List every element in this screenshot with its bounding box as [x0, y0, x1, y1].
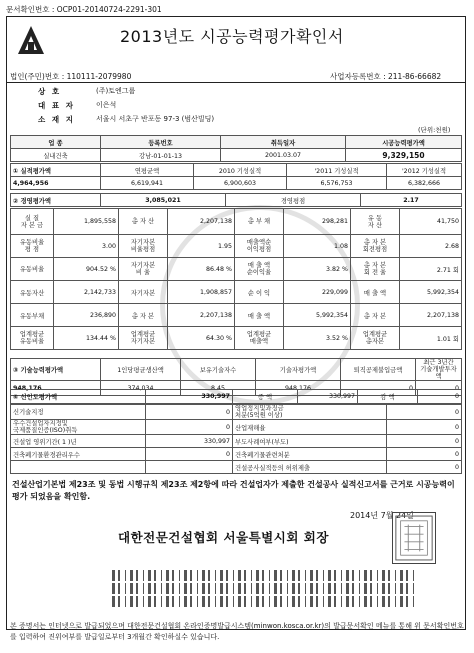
management-value: 3,085,021	[101, 194, 226, 207]
cred-label: 건설업 영위기간( 1 )년	[11, 435, 146, 448]
cell-value: 904.52 %	[54, 258, 119, 281]
cell-label: 업계평균 매출액	[235, 327, 284, 350]
credibility-title: ④ 신인도평가액	[11, 390, 146, 404]
cell-value: 3.52 %	[284, 327, 351, 350]
cred-label: 산업재해율	[233, 420, 387, 435]
cell-value: 1.01 회	[400, 327, 462, 350]
business-registration-number: 사업자등록번호 : 211-86-66682	[330, 72, 442, 81]
plus-value: 330,997	[298, 390, 358, 404]
business-table	[10, 135, 462, 162]
cell-label: 총 자 본	[351, 304, 400, 327]
header-acquired-date: 취득일자	[221, 136, 346, 149]
cell-label: 업계평균 자기자본	[119, 327, 168, 350]
header-industry: 업 종	[11, 136, 101, 149]
acquired-date-value: 2001.03.07	[221, 149, 346, 162]
cell-value: 1,895,558	[54, 209, 119, 235]
verification-barcode-icon	[112, 570, 422, 610]
address-value: 서울시 서초구 반포동 97-3 (범산빌딩)	[96, 115, 215, 123]
industry-value: 실내건축	[11, 149, 101, 162]
official-stamp-icon	[392, 512, 436, 564]
cred-label: 건축폐기물관련처분	[233, 448, 387, 461]
technical-amount: 374,034	[101, 381, 181, 396]
technical-title: ③ 기술능력평가액	[11, 359, 101, 381]
credibility-value: 330,997	[146, 390, 233, 404]
cell-label: 실 질 자 본 금	[11, 209, 54, 235]
management-rating: 2.17	[361, 194, 462, 207]
cell-label: 유 동 자 산	[351, 209, 400, 235]
certificate-title: 2013년도 시공능력평가확인서	[120, 27, 344, 46]
issue-date: 2014년 7월 24일	[350, 511, 414, 520]
technical-amount: 0	[416, 381, 462, 396]
technical-label: 최근 3년간 기술개발투자액	[416, 359, 462, 381]
year-amount: 6,576,753	[287, 177, 387, 190]
performance-table	[10, 163, 462, 190]
cell-label: 매 출 액 순이익율	[235, 258, 284, 281]
cell-label: 유동비율 평 점	[11, 235, 54, 258]
cred-label: 영업정지및과징금 처분(5억원 이상)	[233, 405, 387, 420]
cell-value: 298,281	[284, 209, 351, 235]
cell-value: 2,142,733	[54, 281, 119, 304]
year-amount: 6,900,603	[194, 177, 287, 190]
credibility-table	[10, 389, 462, 404]
year-amount: 6,382,666	[387, 177, 462, 190]
cell-value: 236,890	[54, 304, 119, 327]
plus-label: 증 액	[233, 390, 298, 404]
cell-label: 총 자 산	[119, 209, 168, 235]
cell-label: 자기자본 비 율	[119, 258, 168, 281]
technical-amount: 948,176	[256, 381, 341, 396]
cell-label: 매 출 액	[235, 304, 284, 327]
technical-label: 1인당평균생산액	[101, 359, 181, 381]
cred-label	[11, 461, 146, 474]
cell-value: 64.30 %	[168, 327, 235, 350]
cell-value: 2.68	[400, 235, 462, 258]
divider	[6, 82, 466, 83]
cell-value: 229,099	[284, 281, 351, 304]
cell-label: 자기자본	[119, 281, 168, 304]
cred-value	[146, 461, 233, 474]
cell-value: 41,750	[400, 209, 462, 235]
cred-label: 우수건설업자지정및 국제품질인증(ISO)취득	[11, 420, 146, 435]
credibility-detail-table	[10, 404, 462, 474]
cell-label: 총 자 본 회 전 율	[351, 258, 400, 281]
company-label: 상 호	[38, 87, 62, 96]
cell-value: 2,207,138	[168, 209, 235, 235]
cell-label: 유동부채	[11, 304, 54, 327]
cred-value: 0	[146, 405, 233, 420]
year-label: '2012 기성실적	[387, 164, 462, 177]
document-number: 문서확인번호 : OCP01-20140724-2291-301	[6, 5, 162, 14]
cell-label: 업계평균 유동비율	[11, 327, 54, 350]
cred-label: 신기술지정	[11, 405, 146, 420]
cell-value: 86.48 %	[168, 258, 235, 281]
legal-note: 건설산업기본법 제23조 및 동법 시행규칙 제23조 제2항에 따라 건설업자가 제출한 건설공사 실적신고서를 근거로 시공능력이 평가 되었음을 확인함.	[12, 480, 455, 501]
cred-label: 건축폐기물환경관리우수	[11, 448, 146, 461]
management-detail-table	[10, 208, 462, 350]
cred-value: 0	[146, 420, 233, 435]
management-rating-label: 경영평점	[226, 194, 361, 207]
year-label: 연평균액	[101, 164, 194, 177]
address-label: 소 재 지	[38, 115, 75, 124]
minus-label: 감 액	[358, 390, 418, 404]
cell-value: 3.82 %	[284, 258, 351, 281]
technical-label: 퇴직공제불입금액	[341, 359, 416, 381]
technical-label: 보유기술자수	[181, 359, 256, 381]
cell-value: 1,908,857	[168, 281, 235, 304]
cell-value: 2.71 회	[400, 258, 462, 281]
cell-label: 업계평균 총자본	[351, 327, 400, 350]
issuer-name: 대한전문건설협회 서울특별시회 회장	[118, 530, 329, 545]
year-label: 2010 기성실적	[194, 164, 287, 177]
technical-amount: 8.45	[181, 381, 256, 396]
cred-label: 건설공사실적등의 허위제출	[233, 461, 387, 474]
cell-value: 5,992,354	[400, 281, 462, 304]
cell-value: 1.95	[168, 235, 235, 258]
management-header-table	[10, 193, 462, 207]
technical-value: 948,176	[11, 381, 101, 396]
cell-value: 2,207,138	[168, 304, 235, 327]
cell-value: 3.00	[54, 235, 119, 258]
header-capacity-value: 시공능력평가액	[346, 136, 462, 149]
minus-value: 0	[418, 390, 462, 404]
performance-title: ① 실적평가액	[11, 164, 101, 177]
cell-label: 총 부 채	[235, 209, 284, 235]
performance-value: 4,964,956	[11, 177, 101, 190]
cred-value: 0	[387, 448, 462, 461]
cell-label: 순 이 익	[235, 281, 284, 304]
cell-value: 134.44 %	[54, 327, 119, 350]
technical-label: 기술자평가액	[256, 359, 341, 381]
header-registration: 등록번호	[101, 136, 221, 149]
cell-label: 매 출 액	[351, 281, 400, 304]
cred-value: 0	[387, 435, 462, 448]
cell-value: 5,992,354	[284, 304, 351, 327]
capacity-value: 9,329,150	[346, 149, 462, 162]
association-logo-icon	[14, 22, 48, 58]
cell-label: 매출액순 이익평점	[235, 235, 284, 258]
technical-amount: 0	[341, 381, 416, 396]
year-amount: 6,619,941	[101, 177, 194, 190]
cred-label: 부도사례여부(부도)	[233, 435, 387, 448]
cred-value: 330,997	[146, 435, 233, 448]
ceo-name: 이은석	[96, 101, 117, 109]
company-name: (주)토엔그룹	[96, 87, 136, 95]
cell-label: 유동자산	[11, 281, 54, 304]
cell-label: 자기자본 비율평점	[119, 235, 168, 258]
cell-label: 유동비율	[11, 258, 54, 281]
corporate-registration-number: 법인(주민)번호 : 110111-2079980	[10, 72, 132, 81]
cred-value: 0	[387, 405, 462, 420]
cell-value: 2,207,138	[400, 304, 462, 327]
management-title: ② 경영평가액	[11, 194, 101, 207]
cell-value: 1.08	[284, 235, 351, 258]
cred-value: 0	[387, 461, 462, 474]
registration-value: 강남-01-01-13	[101, 149, 221, 162]
footer-notice: 본 증명서는 인터넷으로 발급되었으며 대한전문건설협회 온라인증명발급시스템(minwon.kosca.or.kr)의 발급문서확인 메뉴를 통해 위 문서확인번호를 입력하여 진위여부를 발급일로부터 3개월간 확인하실수 있습니다.	[10, 622, 464, 641]
cell-label: 총 자 본 회전평점	[351, 235, 400, 258]
year-label: '2011 기성실적	[287, 164, 387, 177]
cred-value: 0	[387, 420, 462, 435]
cred-value: 0	[146, 448, 233, 461]
unit-note: (단위:천원)	[418, 126, 451, 134]
cell-label: 총 자 본	[119, 304, 168, 327]
ceo-label: 대 표 자	[38, 101, 75, 110]
